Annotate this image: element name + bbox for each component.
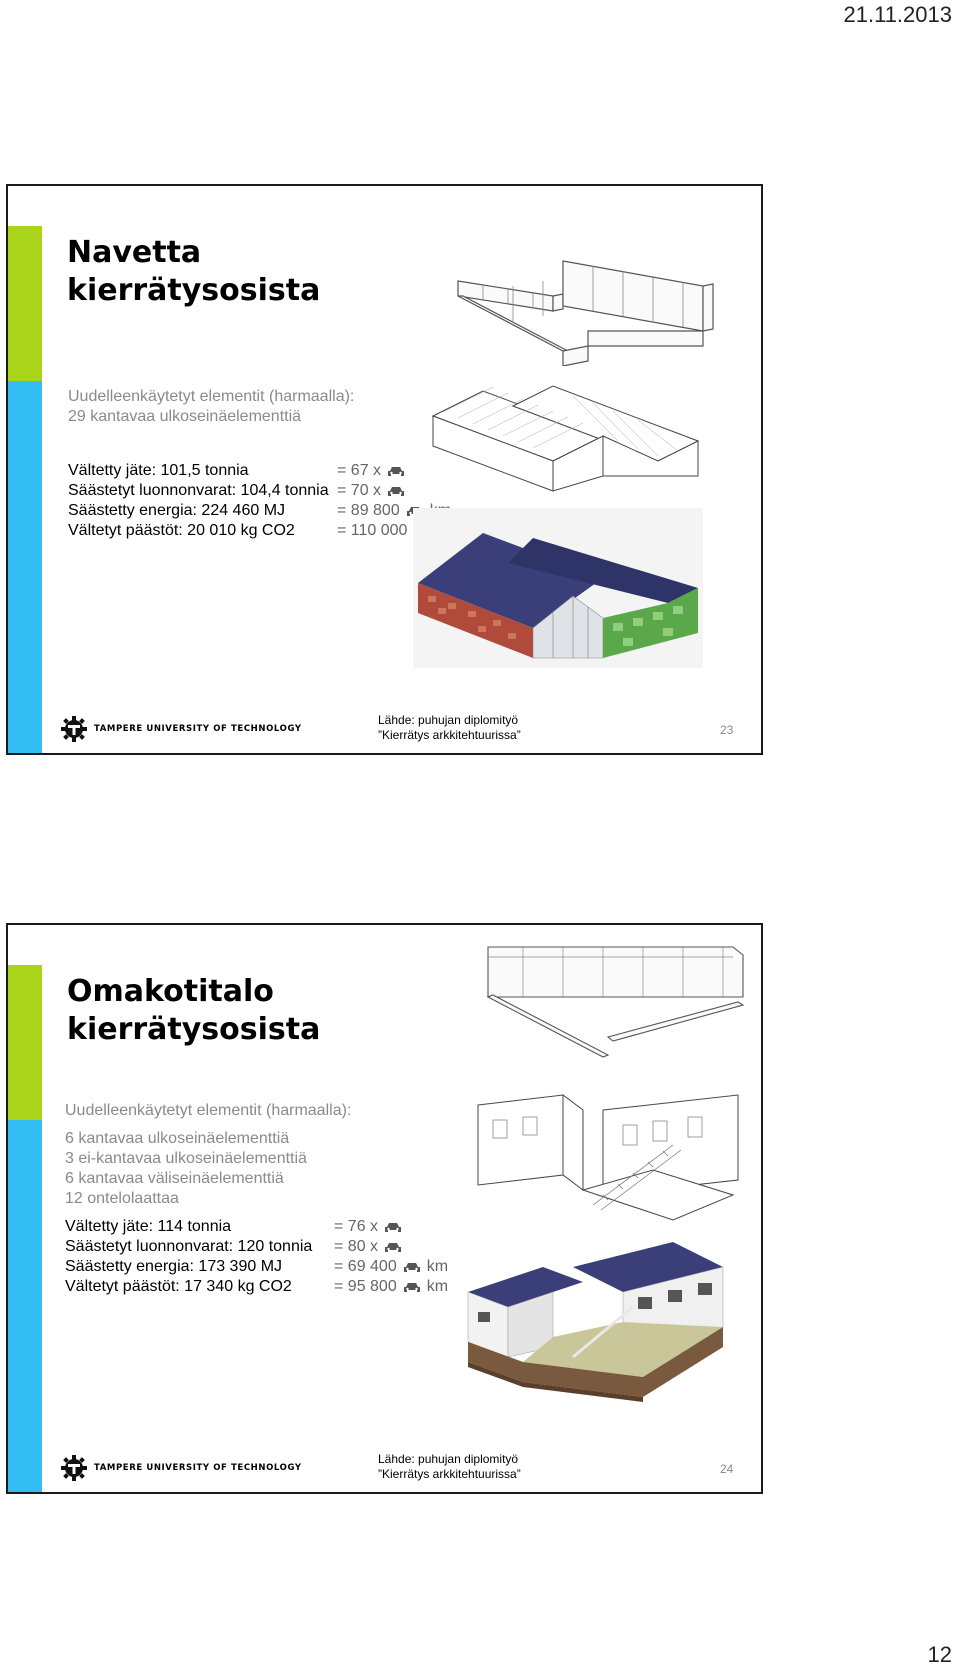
logo-text: TAMPERE UNIVERSITY OF TECHNOLOGY bbox=[94, 1463, 302, 1473]
car-icon bbox=[403, 1281, 421, 1294]
reused-items bbox=[65, 1129, 307, 1209]
stat-energy: Säästetty energia: 173 390 MJ bbox=[65, 1258, 283, 1275]
slide-number: 24 bbox=[720, 1462, 734, 1476]
reused-heading: Uudelleenkäytetyt elementit (harmaalla): bbox=[68, 388, 355, 405]
slide-title bbox=[67, 973, 320, 1049]
equivalent-value: = 80 x bbox=[334, 1238, 379, 1255]
slide-number: 23 bbox=[720, 723, 734, 737]
title-line-2: kierrätysosista bbox=[67, 273, 321, 308]
title-line-2: kierrätysosista bbox=[67, 1012, 321, 1047]
source-citation bbox=[378, 1452, 521, 1482]
logo-text: TAMPERE UNIVERSITY OF TECHNOLOGY bbox=[94, 724, 302, 734]
car-icon bbox=[387, 465, 405, 478]
equivalent-value: = 69 400 bbox=[334, 1258, 397, 1275]
slide-house bbox=[6, 923, 763, 1494]
accent-bar-green bbox=[8, 965, 42, 1120]
equivalent-value: = 67 x bbox=[337, 462, 382, 479]
tut-logo bbox=[60, 1454, 302, 1482]
stat-resources: Säästetyt luonnonvarat: 120 tonnia bbox=[65, 1238, 313, 1255]
tut-gear-icon bbox=[60, 715, 88, 743]
source-line-1: Lähde: puhujan diplomityö bbox=[378, 1452, 519, 1466]
stat-emissions: Vältetyt päästöt: 17 340 kg CO2 bbox=[65, 1278, 292, 1295]
equivalent-value: = 89 800 bbox=[337, 502, 400, 519]
house-wireframe-illustration bbox=[473, 1085, 753, 1235]
equivalent-value: = 95 800 bbox=[334, 1278, 397, 1295]
car-icon bbox=[387, 485, 405, 498]
barn-wireframe-illustration bbox=[423, 381, 723, 501]
stat-resources: Säästetyt luonnonvarat: 104,4 tonnia bbox=[68, 482, 329, 499]
accent-bar-blue bbox=[8, 381, 42, 753]
car-icon bbox=[403, 1261, 421, 1274]
barn-walls-illustration bbox=[453, 256, 733, 366]
house-render-illustration bbox=[463, 1237, 753, 1402]
reused-item: 29 kantavaa ulkoseinäelementtiä bbox=[68, 408, 302, 425]
source-line-2: ”Kierrätys arkkitehtuurissa” bbox=[378, 1467, 521, 1481]
title-line-1: Navetta bbox=[67, 235, 202, 270]
accent-bar-green bbox=[8, 226, 42, 381]
reused-item: 6 kantavaa ulkoseinäelementtiä bbox=[65, 1130, 290, 1147]
equivalents-list bbox=[334, 1217, 448, 1297]
barn-render-illustration bbox=[413, 508, 703, 668]
equivalent-value: = 70 x bbox=[337, 482, 382, 499]
stat-waste: Vältetty jäte: 114 tonnia bbox=[65, 1218, 232, 1235]
slide-title bbox=[67, 234, 320, 310]
equivalent-unit: km bbox=[426, 1258, 449, 1275]
tut-gear-icon bbox=[60, 1454, 88, 1482]
source-line-2: ”Kierrätys arkkitehtuurissa” bbox=[378, 728, 521, 742]
source-citation bbox=[378, 713, 521, 743]
equivalent-unit: km bbox=[426, 1278, 449, 1295]
page-number: 12 bbox=[927, 1642, 952, 1667]
reused-item: 6 kantavaa väliseinäelementtiä bbox=[65, 1170, 284, 1187]
reused-item: 3 ei-kantavaa ulkoseinäelementtiä bbox=[65, 1150, 307, 1167]
car-icon bbox=[384, 1241, 402, 1254]
accent-bar-blue bbox=[8, 1120, 42, 1492]
page-date: 21.11.2013 bbox=[843, 2, 952, 27]
title-line-1: Omakotitalo bbox=[67, 974, 274, 1009]
stat-waste: Vältetty jäte: 101,5 tonnia bbox=[68, 462, 249, 479]
source-line-1: Lähde: puhujan diplomityö bbox=[378, 713, 519, 727]
slide-barn bbox=[6, 184, 763, 755]
house-walls-illustration bbox=[483, 937, 753, 1067]
car-icon bbox=[384, 1221, 402, 1234]
stats-list bbox=[68, 461, 329, 541]
tut-logo bbox=[60, 715, 302, 743]
reused-heading: Uudelleenkäytetyt elementit (harmaalla): bbox=[65, 1102, 352, 1119]
stat-energy: Säästetty energia: 224 460 MJ bbox=[68, 502, 286, 519]
reused-item: 12 ontelolaattaa bbox=[65, 1190, 179, 1207]
equivalent-value: = 110 000 bbox=[337, 522, 408, 539]
stat-emissions: Vältetyt päästöt: 20 010 kg CO2 bbox=[68, 522, 295, 539]
equivalent-value: = 76 x bbox=[334, 1218, 379, 1235]
stats-list bbox=[65, 1217, 312, 1297]
